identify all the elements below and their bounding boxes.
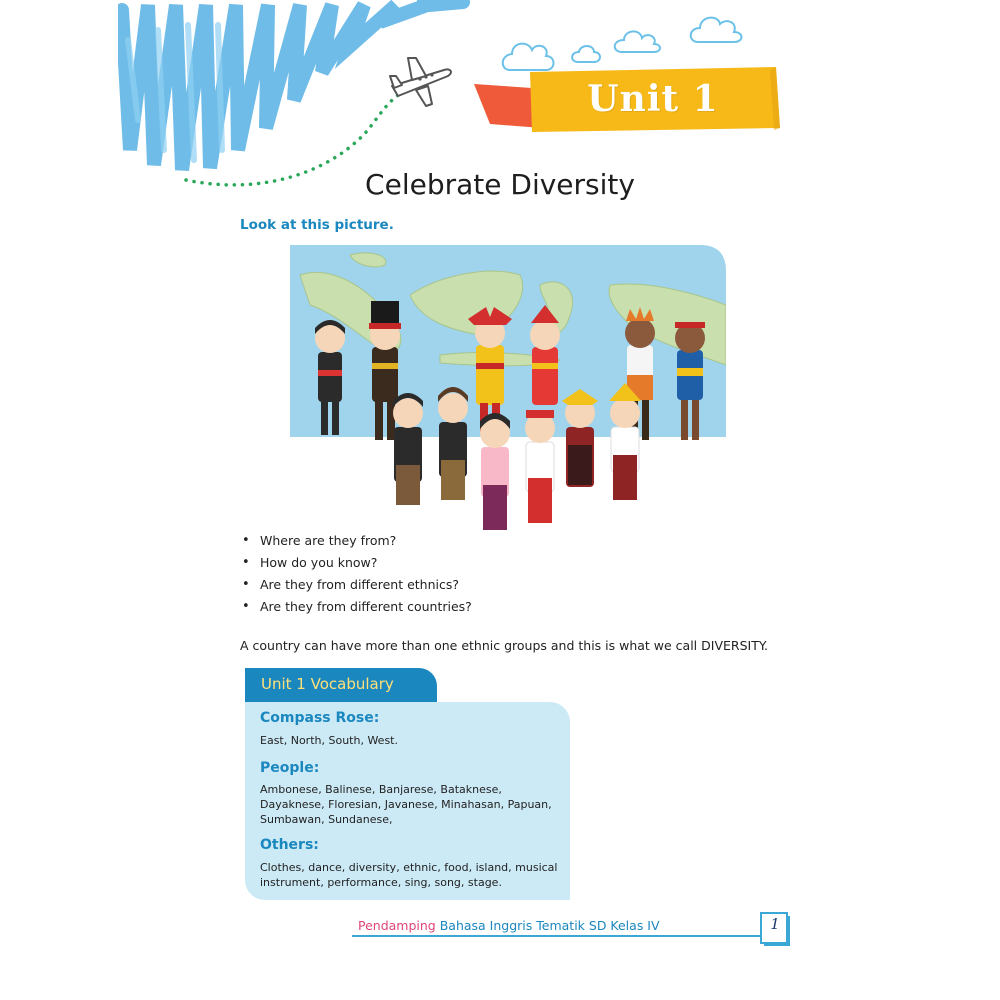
vocabulary-tab (245, 668, 437, 702)
vocab-heading-others: Others: (260, 837, 319, 853)
footer-title-part1: Pendamping (358, 918, 436, 933)
diversity-illustration (290, 245, 726, 545)
page-number: 1 (770, 915, 780, 933)
list-item: • Where are they from? (240, 530, 472, 552)
vocab-heading-people: People: (260, 760, 320, 776)
vocab-text-compass: East, North, South, West. (260, 734, 398, 747)
unit-title: Unit 1 (587, 78, 719, 120)
footer-book-title (358, 918, 660, 933)
vocabulary-tab-label: Unit 1 Vocabulary (261, 675, 394, 693)
vocab-text-others: Clothes, dance, diversity, ethnic, food, island, musical instrument, performance, sing, song, stage. (260, 861, 558, 889)
footer-title-part2: Bahasa Inggris Tematik SD Kelas IV (435, 918, 660, 933)
airplane-icon (386, 50, 456, 110)
vocabulary-box (245, 702, 570, 900)
vocab-text-people: Ambonese, Balinese, Banjarese, Bataknese, Dayaknese, Floresian, Javanese, Minahasan, Papuan, Sumbawan, Sundanese, (260, 783, 552, 826)
page-title: Celebrate Diversity (365, 168, 635, 201)
list-item: • Are they from different countries? (240, 596, 472, 618)
question-list (240, 530, 472, 618)
vocab-heading-compass: Compass Rose: (260, 710, 380, 726)
diversity-statement: A country can have more than one ethnic groups and this is what we call DIVERSITY. (240, 638, 768, 653)
instruction-text: Look at this picture. (240, 217, 394, 233)
footer-line (352, 935, 764, 937)
list-item: • How do you know? (240, 552, 472, 574)
list-item: • Are they from different ethnics? (240, 574, 472, 596)
